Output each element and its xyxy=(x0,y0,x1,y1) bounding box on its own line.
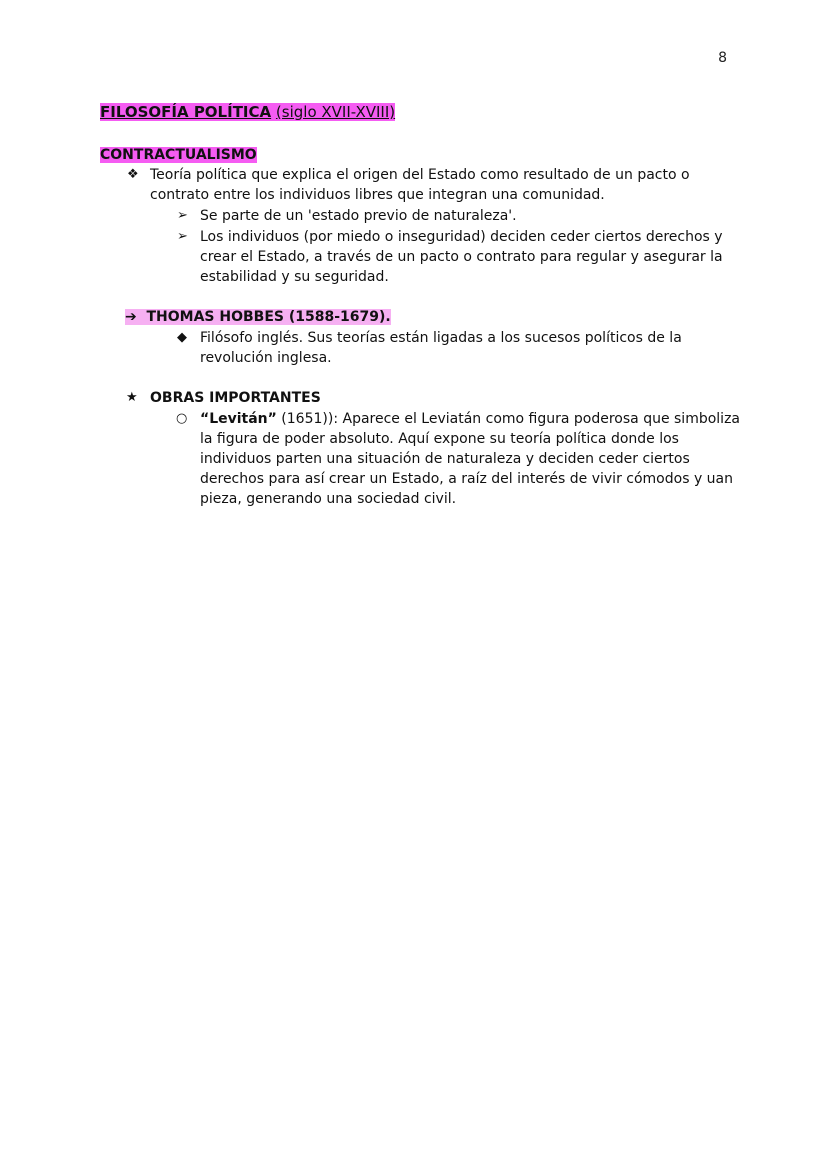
obra1-line xyxy=(200,409,740,429)
bullet1-line: contrato entre los individuos libres que integran una comunidad. xyxy=(150,187,605,203)
diamond-bullet-icon: ❖ xyxy=(127,167,139,182)
title-sub: (siglo XVII-XVIII) xyxy=(275,103,396,121)
hobbes-heading xyxy=(125,307,391,327)
section-label: CONTRACTUALISMO xyxy=(100,147,257,163)
star-icon: ★ xyxy=(126,390,138,405)
sub1-line: Se parte de un 'estado previo de naturaleza'. xyxy=(200,208,517,224)
title-main: FILOSOFÍA POLÍTICA xyxy=(100,103,272,121)
arrowhead-bullet-icon: ➢ xyxy=(177,208,188,223)
bullet1-line: Teoría política que explica el origen del Estado como resultado de un pacto o xyxy=(150,167,690,183)
circle-bullet-icon: ○ xyxy=(176,411,188,426)
section-heading xyxy=(100,145,257,165)
obra1-title: “Levitán” xyxy=(200,411,277,427)
obra1-rest: (1651)): Aparece el Leviatán como figura poderosa que simboliza xyxy=(276,411,740,427)
page-title xyxy=(100,101,395,123)
sub2-line: estabilidad y su seguridad. xyxy=(200,269,389,285)
hobbes-bullet-line: Filósofo inglés. Sus teorías están ligadas a los sucesos políticos de la xyxy=(200,330,682,346)
obra1-line: individuos parten una situación de naturaleza y deciden ceder ciertos xyxy=(200,451,690,467)
obra1-line: la figura de poder absoluto. Aquí expone su teoría política donde los xyxy=(200,431,679,447)
sub2-line: Los individuos (por miedo o inseguridad) deciden ceder ciertos derechos y xyxy=(200,229,723,245)
hobbes-bullet-line: revolución inglesa. xyxy=(200,350,332,366)
sub2-line: crear el Estado, a través de un pacto o contrato para regular y asegurar la xyxy=(200,249,723,265)
arrowhead-bullet-icon: ➢ xyxy=(177,229,188,244)
black-diamond-icon: ◆ xyxy=(177,330,187,345)
right-arrow-icon: ➔ xyxy=(125,309,137,325)
page-number: 8 xyxy=(718,50,727,66)
hobbes-label: THOMAS HOBBES (1588-1679). xyxy=(146,309,391,325)
obras-heading: OBRAS IMPORTANTES xyxy=(150,390,321,406)
obra1-line: derechos para así crear un Estado, a raíz del interés de vivir cómodos y uan xyxy=(200,471,733,487)
obra1-line: pieza, generando una sociedad civil. xyxy=(200,491,457,507)
